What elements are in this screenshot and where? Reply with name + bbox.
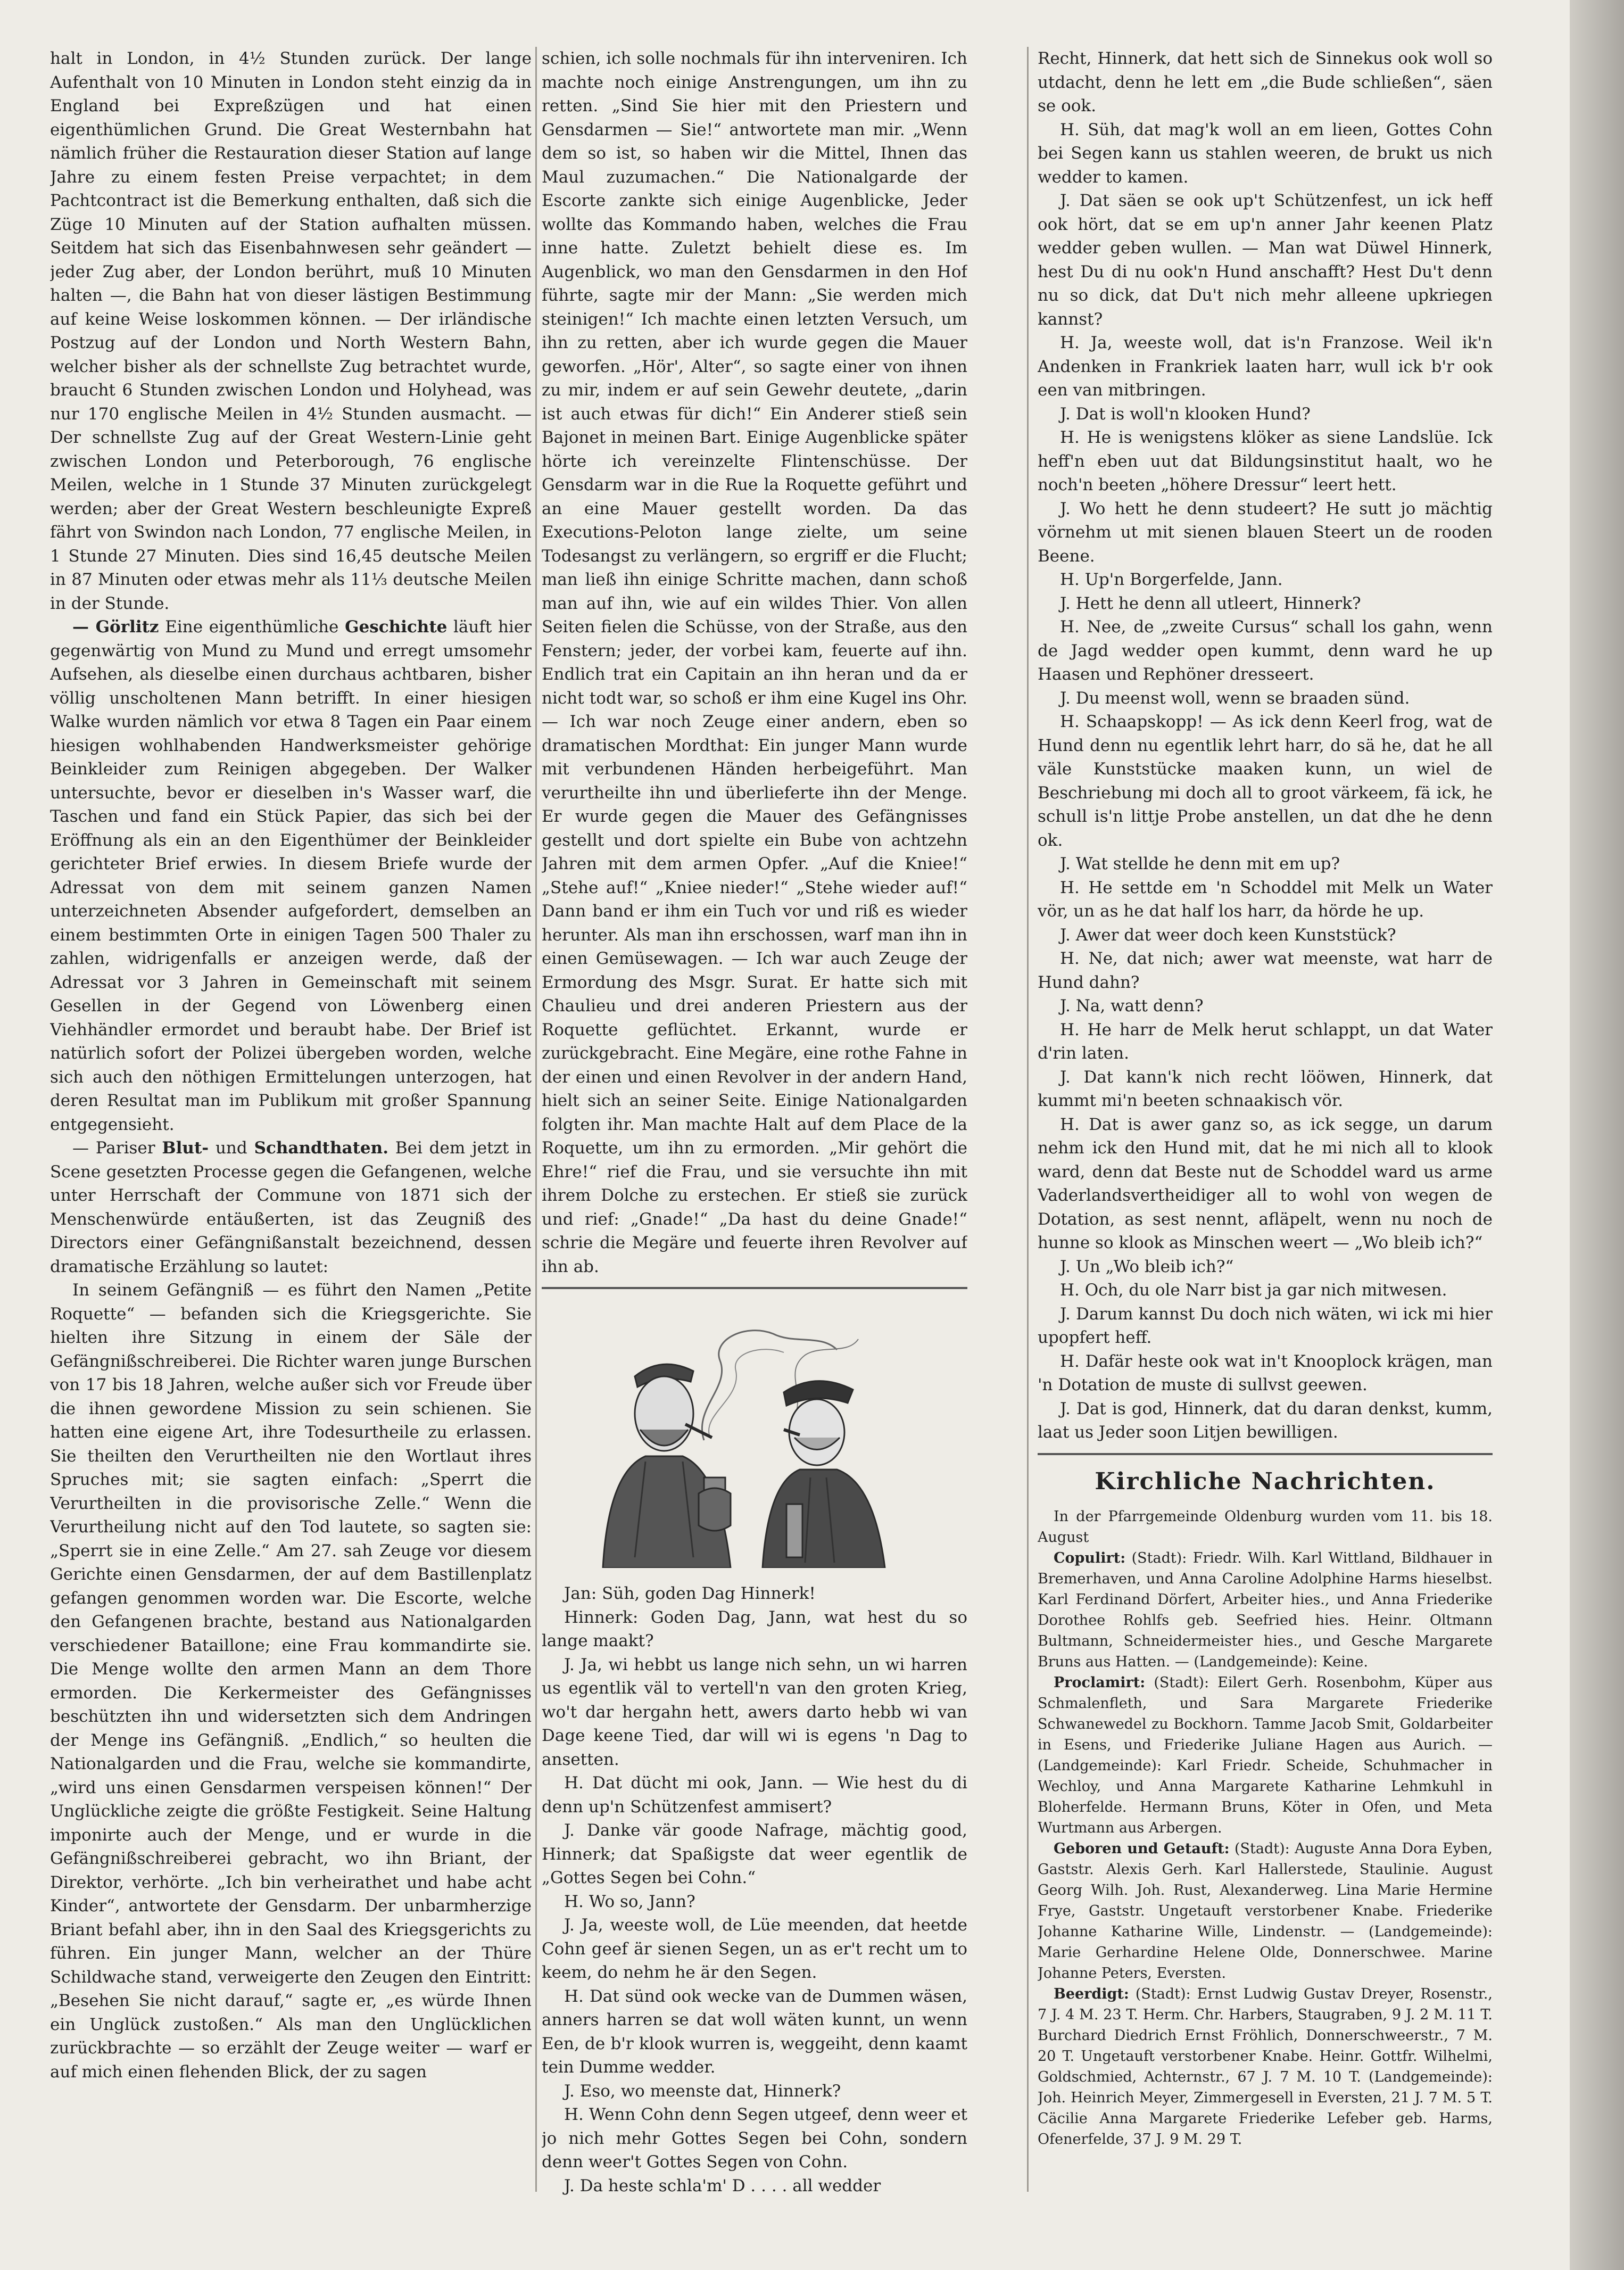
column-divider [1027, 47, 1029, 2192]
dialog-line: J. Ja, wi hebbt us lange nich sehn, un wi harren us egentlik väl to vertell'n van den groten Krieg, wo't dar hergahn hett, awers darto hebb wi van Dage keene Tied, dar will wi is egens 'n Dag to ansetten. [542, 1655, 967, 1769]
dialog-line: J. Da heste schla'm' D . . . . all wedder [564, 2176, 881, 2195]
column-right [1038, 47, 1493, 2150]
column-divider [535, 47, 537, 2192]
dialog-line: H. Schaapskopp! — As ick denn Keerl frog, wat de Hund denn nu egentlik lehrt harr, do sä he, dat he all väle Kunststücke maaken kunn, un wiel de Beschriebung mi doch all to groot värkeem, fä ick, he schull is'n littje Probe anstellen, un dat dhe he denn ok. [1038, 712, 1493, 850]
dialog-line: J. Hett he denn all utleert, Hinnerk? [1060, 593, 1361, 613]
church-news-section: Beerdigt: (Stadt): Ernst Ludwig Gustav Dreyer, Rosenstr., 7 J. 4 M. 23 T. Herm. Chr. Harbers, Staugraben, 9 J. 2 M. 11 T. Burchard Diedrich Ernst Fröhlich, Donnerschweerstr., 7 M. 20 T. Ungetauft verstorbener Knabe. Heinr. Gottfr. Wilhelmi, Goldschmied, Achternstr., 67 J. 7 M. 10 T. (Landgemeinde): Joh. Heinrich Meyer, Zimmergesell in Eversten, 21 J. 7 M. 5 T. Cäcilie Anna Margarete Friederike Lefeber geb. Harms, Ofenerfelde, 37 J. 9 M. 29 T. [1038, 1985, 1493, 2148]
church-news-section: Copulirt: (Stadt): Friedr. Wilh. Karl Wittland, Bildhauer in Bremerhaven, und Anna Caroline Adolphine Harms hieselbst. Karl Ferdinand Dörfert, Arbeiter hies., und Anna Friederike Dorothee Rohlfs geb. Seefried hies. Heinr. Oltmann Bultmann, Schneidermeister hies., und Gesche Margarete Bruns aus Hatten. — (Landgemeinde): Keine. [1038, 1549, 1493, 1670]
dialog-line: Hinnerk: Goden Dag, Jann, wat hest du so lange maakt? [542, 1607, 967, 1650]
dialog-line: J. Dat säen se ook up't Schützenfest, un ick heff ook hört, dat se em up'n anner Jahr keenen Platz wedder geben wullen. — Man wat Düwel Hinnerk, hest Du di nu ook'n Hund anschafft? Hest Du't denn nu so dick, dat Du't nich mehr alleene upkriegen kannst? [1038, 191, 1493, 329]
article-paris-continued: schien, ich solle nochmals für ihn interveniren. Ich machte noch einige Anstrengungen, um ihn zu retten. „Sind Sie hier mit den Priestern und Gensdarmen — Sie!“ antwortete man mir. „Wenn dem so ist, so haben wir die Mittel, Ihnen das Maul zuzumachen.“ Die Nationalgarde der Escorte zankte sich einige Augenblicke, Jeder wollte das Kommando haben, welches die Frau inne hatte. Zuletzt behielt diese es. Im Augenblick, wo man den Gensdarmen in den Hof führte, sagte mir der Mann: „Sie werden mich steinigen!“ Ich machte einen letzten Versuch, um ihn zu retten, aber ich wurde gegen die Mauer geworfen. „Hör', Alter“, so sagte einer von ihnen zu mir, indem er auf sein Gewehr deutete, „darin ist auch etwas für dich!“ Ein Anderer stieß sein Bajonet in meinen Bart. Einige Augenblicke später hörte ich vereinzelte Flintenschüsse. Der Gensdarm war in die Rue la Roquette geführt und an eine Mauer gestellt worden. Da das Executions-Peloton lange zielte, um seine Todesangst zu verlängern, so ergriff er die Flucht; man ließ ihn einige Schritte machen, dann schoß man auf ihn, wie auf ein wildes Thier. Von allen Seiten fielen die Schüsse, von der Straße, aus den Fenstern; jeder, der vorbei kam, feuerte auf ihn. Endlich trat ein Capitain an ihn heran und da er nicht todt war, so schoß er ihm eine Kugel ins Ohr. — Ich war noch Zeuge einer andern, eben so dramatischen Mordthat: Ein junger Mann wurde mit verbundenen Händen herbeigeführt. Man verurtheilte ihn und überlieferte ihn der Menge. Er wurde gegen die Mauer des Gefängnisses gestellt und dort spielte ein Bube von achtzehn Jahren mit dem armen Opfer. „Auf die Kniee!“ „Stehe auf!“ „Kniee nieder!“ „Stehe wieder auf!“ Dann band er ihm ein Tuch vor und riß es wieder herunter. Als man ihn erschossen, warf man ihn in einen Gemüsewagen. — Ich war auch Zeuge der Ermordung des Msgr. Surat. Er hatte sich mit Chaulieu und drei anderen Priestern aus der Roquette geflüchtet. Erkannt, wurde er zurückgebracht. Eine Megäre, eine rothe Fahne in der einen und einen Revolver in der andern Hand, hielt sich an seiner Seite. Einige Nationalgarden folgten ihr. Man machte Halt auf dem Place de la Roquette, um ihn zu ermorden. „Mir gehört die Ehre!“ rief die Frau, und sie versuchte ihn mit ihrem Dolche zu erstechen. Er stieß sie zurück und rief: „Gnade!“ „Da hast du deine Gnade!“ schrie die Megäre und feuerte ihren Revolver auf ihn ab. [542, 49, 967, 1276]
article-paris: — Pariser Blut- und Schandthaten. Bei dem jetzt in Scene gesetzten Processe gegen die Gefangenen, welche unter Herrschaft der Commune von 1871 sich der Menschenwürde entäußerten, ist das Zeugniß des Directors einer Gefängnißanstalt bezeichnend, dessen dramatische Erzählung so lautet: [50, 1138, 532, 1276]
church-news-heading: Kirchliche Nachrichten. [1095, 1467, 1436, 1495]
dialog-line: H. Dafär heste ook wat in't Knooplock krägen, man 'n Dotation de muste di sullvst geewen. [1038, 1351, 1493, 1394]
article-railway-end: halt in London, in 4½ Stunden zurück. Der lange Aufenthalt von 10 Minuten in London steht einzig da in England bei Expreßzügen und hat einen eigenthümlichen Grund. Die Great Westernbahn hat nämlich früher die Restauration dieser Station auf lange Jahre zu einem festen Preise verpachtet; in dem Pachtcontract ist die Bemerkung enthalten, daß sich die Züge 10 Minuten auf der Station aufhalten müssen. Seitdem hat sich das Eisenbahnwesen sehr geändert — jeder Zug aber, der London berührt, muß 10 Minuten halten —, die Bahn hat von dieser lästigen Bestimmung auf keine Weise loskommen können. — Der irländische Postzug auf der London und North Western Bahn, welcher bisher als der schnellste Zug betrachtet wurde, braucht 6 Stunden zwischen London und Holyhead, was nur 170 englische Meilen in 4½ Stunden ausmacht. — Der schnellste Zug auf der Great Western-Linie geht zwischen London und Peterborough, 76 englische Meilen, welche in 1 Stunde 37 Minuten zurückgelegt werden; aber der Great Western beschleunigte Expreß fährt von Swindon nach London, 77 englische Meilen, in 1 Stunde 27 Minuten. Dies sind 16,45 deutsche Meilen in 87 Minuten oder etwas mehr als 11⅓ deutsche Meilen in der Stunde. [50, 49, 532, 613]
dialog-line: H. Wo so, Jann? [564, 1892, 695, 1911]
dialog-line: J. Dat kann'k nich recht lööwen, Hinnerk, dat kummt mi'n beeten schnaakisch vör. [1038, 1067, 1493, 1110]
dialog-line: H. Wenn Cohn denn Segen utgeef, denn weer et jo nich mehr Gottes Segen bei Cohn, sondern denn weer't Gottes Segen von Cohn. [542, 2105, 967, 2172]
dialog-line: J. Awer dat weer doch keen Kunststück? [1060, 925, 1396, 945]
dialog-line: H. Nee, de „zweite Cursus“ schall los gahn, wenn de Jagd wedder open kummt, denn ward he up Haasen und Rephöner dresseert. [1038, 617, 1493, 684]
church-news [1038, 1506, 1493, 2150]
section-divider [542, 1287, 967, 1289]
dialog-line: J. Du meenst woll, wenn se braaden sünd. [1060, 688, 1410, 708]
dialog-line: H. He harr de Melk herut schlappt, un dat Water d'rin laten. [1038, 1020, 1493, 1063]
dialog-line: J. Dat is god, Hinnerk, dat du daran denkst, kumm, laat us Jeder soon Litjen bewilligen. [1038, 1399, 1493, 1442]
dialog-line: H. He settde em 'n Schoddel mit Melk un Water vör, un as he dat half los harr, da hörde he up. [1038, 878, 1493, 921]
article-paris-testimony: In seinem Gefängniß — es führt den Namen „Petite Roquette“ — befanden sich die Kriegsgerichte. Sie hielten ihre Sitzung in einem der Säle der Gefängnißschreiberei. Die Richter waren junge Burschen von 17 bis 18 Jahren, welche außer sich vor Freude über die ihnen gewordene Mission zu sein schienen. Sie hatten eine eigene Art, ihre Todesurtheile zu erlassen. Sie theilten den Verurtheilten nie den Wortlaut ihres Spruches mit; sie sagten einfach: „Sperrt die Verurtheilten in die provisorische Zelle.“ Wenn die Verurtheilung nicht auf den Tod lautete, so sagten sie: „Sperrt sie in eine Zelle.“ Am 27. sah Zeuge vor diesem Gerichte einen Gensdarmen, der auf dem Bastillenplatz gefangen genommen worden war. Die Escorte, welche den Gefangenen brachte, bestand aus Nationalgarden verschiedener Bataillone; eine Frau kommandirte sie. Die Menge wollte den armen Mann an dem Thore ermorden. Die Kerkermeister des Gefängnisses beschützten ihn und widersetzten sich dem Andringen der Menge ins Gefängniß. „Endlich,“ so heulten die Nationalgarden und die Frau, welche sie kommandirte, „wird uns einen Gensdarmen verspeisen können!“ Der Unglückliche zeigte die größte Festigkeit. Seine Haltung imponirte auch der Menge, und er wurde in die Gefängnißschreiberei gebracht, wo ihn Briant, der Direktor, verhörte. „Ich bin verheirathet und habe acht Kinder“, antwortete der Gensdarm. Der unbarmherzige Briant befahl aber, ihn in den Saal des Kriegsgerichts zu führen. Ein junger Mann, welcher an der Thüre Schildwache stand, verweigerte den Zeugen den Eintritt: „Besehen Sie nicht darauf,“ sagte er, „es würde Ihnen ein Unglück zustoßen.“ Als man den Unglücklichen zurückbrachte — so erzählt der Zeuge weiter — warf er auf mich einen flehenden Blick, der zu sagen [50, 1281, 532, 2082]
dialog-line: J. Darum kannst Du doch nich wäten, wi ick mi hier upopfert heff. [1038, 1304, 1493, 1347]
dialog-line: H. Up'n Borgerfelde, Jann. [1060, 570, 1283, 589]
dialog-line: Recht, Hinnerk, dat hett sich de Sinnekus ook woll so utdacht, denn he lett em „die Bude schließen“, säen se ook. [1038, 49, 1493, 115]
church-news-intro: In der Pfarrgemeinde Oldenburg wurden vom 11. bis 18. August [1038, 1508, 1493, 1546]
dialog-line: J. Un „Wo bleib ich?“ [1060, 1257, 1234, 1276]
section-divider [1038, 1453, 1493, 1455]
dialog-line: J. Wat stellde he denn mit em up? [1060, 854, 1340, 873]
dialog-line: J. Na, watt denn? [1060, 996, 1204, 1016]
dialog-line: H. Dat sünd ook wecke van de Dummen wäsen, anners harren se dat woll wäten kunnt, un wenn Een, de b'r klook wurren is, weggeiht, denn kaamt tein Dumme wedder. [542, 1986, 967, 2077]
church-news-section: Geboren und Getauft: (Stadt): Auguste Anna Dora Eyben, Gaststr. Alexis Gerh. Karl Hallerstede, Staulinie. August Georg Wilh. Joh. Rust, Alexanderweg. Lina Marie Hermine Frye, Gaststr. Ungetauft verstorbener Knabe. Friederike Johanne Katharine Wille, Lindenstr. — (Landgemeinde): Marie Gerhardine Helene Olde, Donnerschwee. Marine Johanne Peters, Eversten. [1038, 1840, 1493, 1982]
dialog-line: H. Dat is awer ganz so, as ick segge, un darum nehm ick den Hund mit, dat he mi nich all to klook ward, denn dat Beste nut de Schoddel ward us arme Vaderlandsvertheidiger all to wohl von wegen de Dotation, as sest nennt, afläpelt, wenn nu noch de hunne so klook as Minschen weert — „Wo bleib ich?“ [1038, 1115, 1493, 1252]
dialog-line: H. He is wenigstens klöker as siene Landslüe. Ick heff'n eben uut dat Bildungsinstitut haalt, wo he noch'n beeten „höhere Dressur“ leert hett. [1038, 428, 1493, 494]
two-men-smoking-illustration [571, 1302, 938, 1568]
dialog-line: H. Süh, dat mag'k woll an em lieen, Gottes Cohn bei Segen kann us stahlen weeren, de brukt us nich wedder to kamen. [1038, 120, 1493, 187]
church-news-section: Proclamirt: (Stadt): Eilert Gerh. Rosenbohm, Küper aus Schmalenfleth, und Sara Margarete Friederike Schwanewedel zu Bockhorn. Tamme Jacob Smit, Goldarbeiter in Esens, und Friederike Juliane Hagen aus Aurich. — (Landgemeinde): Karl Friedr. Scheide, Schuhmacher in Wechloy, und Anna Margarete Katharine Lehmkuhl in Bloherfelde. Hermann Bruns, Köter in Ofen, und Meta Wurtmann aus Arbergen. [1038, 1674, 1493, 1836]
dialog-line: J. Ja, weeste woll, de Lüe meenden, dat heetde Cohn geef är sienen Segen, un as er't recht um to keem, do nehm he är den Segen. [542, 1916, 967, 1982]
dialog-line: J. Dat is woll'n klooken Hund? [1060, 404, 1311, 424]
page-edge [1570, 0, 1624, 2270]
article-goerlitz-lead: — Görlitz [72, 617, 159, 637]
article-goerlitz: — Görlitz Eine eigenthümliche Geschichte läuft hier gegenwärtig von Mund zu Mund und erregt umsomehr Aufsehen, als dieselbe einen durchaus achtbaren, bisher völlig unscholtenen Mann betrifft. In einer hiesigen Walke wurden nämlich vor etwa 8 Tagen ein Paar einem hiesigen wohlhabenden Handwerksmeister gehörige Beinkleider zum Reinigen abgegeben. Der Walker untersuchte, bevor er dieselben in's Wasser warf, die Taschen und fand ein Stück Papier, das sich bei der Eröffnung als ein an den Eigenthümer der Beinkleider gerichteter Brief erwies. In diesem Briefe wurde der Adressat von dem mit seinem ganzen Namen unterzeichneten Absender aufgefordert, demselben an einem bestimmten Orte in einigen Tagen 500 Thaler zu zahlen, widrigenfalls er anzeigen werde, daß der Adressat vor 3 Jahren in Gemeinschaft mit seinem Gesellen in der Gegend von Löwenberg einen Viehhändler ermordet und beraubt habe. Der Brief ist natürlich sofort der Polizei übergeben worden, welche sich auch den nöthigen Ermittelungen unterzogen, hat deren Resultat man im Publikum mit großer Spannung entgegensieht. [50, 617, 532, 1134]
dialog-line: H. Ne, dat nich; awer wat meenste, wat harr de Hund dahn? [1038, 949, 1493, 992]
column-left [50, 47, 532, 2084]
dialog-line: H. Och, du ole Narr bist ja gar nich mitwesen. [1060, 1281, 1447, 1300]
dialog-line: J. Danke vär goode Nafrage, mächtig good, Hinnerk; dat Spaßigste dat weer egentlik de „Gottes Segen bei Cohn.“ [542, 1821, 967, 1887]
dialog-line: J. Eso, wo meenste dat, Hinnerk? [564, 2081, 841, 2101]
dialog-line: J. Wo hett he denn studeert? He sutt jo mächtig vörnehm ut mit sienen blauen Steert un de rooden Beene. [1038, 499, 1493, 566]
dialog-line: H. Ja, weeste woll, dat is'n Franzose. Weil ik'n Andenken in Frankriek laaten harr, wull ick b'r ook een van mitbringen. [1038, 333, 1493, 400]
dialog-line: Jan: Süh, goden Dag Hinnerk! [564, 1584, 816, 1603]
dialog-line: H. Dat dücht mi ook, Jann. — Wie hest du di denn up'n Schützenfest ammisert? [542, 1773, 967, 1817]
column-middle [542, 47, 967, 2198]
